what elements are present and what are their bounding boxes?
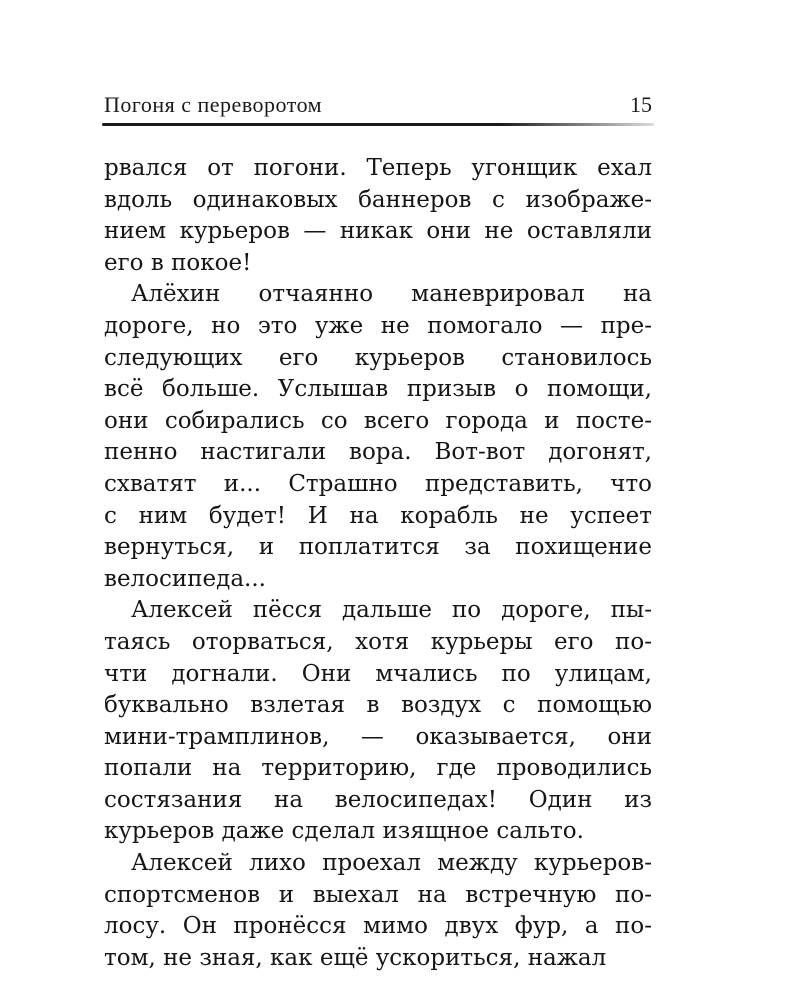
text-line: схватят и... Страшно представить, что [104, 470, 652, 497]
text-line: спортсменов и выехал на встречную по- [104, 881, 652, 908]
text-line: мини-трамплинов, — оказывается, они [104, 723, 652, 750]
text-line: том, не зная, как ещё ускориться, нажал [104, 944, 607, 971]
body-text [104, 153, 652, 974]
text-line: Алексей пёсся дальше по дороге, пы- [131, 597, 652, 624]
text-line: с ним будет! И на корабль не успеет [104, 502, 652, 529]
text-line: чти догнали. Они мчались по улицам, [104, 660, 652, 687]
paragraph [104, 153, 652, 279]
text-line: Алёхин отчаянно маневрировал на [131, 281, 652, 308]
text-line: нием курьеров — никак они не оставляли [104, 218, 652, 245]
text-line: дороге, но это уже не помогало — пре- [104, 312, 652, 339]
paragraph [104, 279, 652, 595]
text-line: состязания на велосипедах! Один из [104, 786, 652, 813]
text-line: велосипеда... [104, 565, 266, 592]
text-line: курьеров даже сделал изящное сальто. [104, 818, 584, 845]
text-line: буквально взлетая в воздух с помощью [104, 692, 652, 719]
text-line: Алексей лихо проехал между курьеров- [131, 850, 652, 877]
paragraph [104, 848, 652, 974]
text-line: рвался от погони. Теперь угонщик ехал [104, 155, 652, 181]
header-rule [102, 123, 654, 126]
running-head [104, 92, 652, 122]
paragraph [104, 595, 652, 848]
text-line: таясь оторваться, хотя курьеры его по- [104, 628, 652, 655]
text-line: попали на территорию, где проводились [104, 755, 652, 782]
text-line: следующих его курьеров становилось [104, 344, 652, 371]
chapter-title: Погоня с переворотом [104, 92, 323, 117]
text-line: всё больше. Услышав призыв о помощи, [104, 376, 652, 403]
text-line: его в покое! [104, 249, 252, 276]
text-line: лосу. Он пронёсся мимо двух фур, а по- [104, 913, 652, 940]
text-line: они собирались со всего города и посте- [104, 407, 652, 434]
text-line: вдоль одинаковых баннеров с изображе- [104, 186, 652, 213]
text-line: пенно настигали вора. Вот-вот догонят, [104, 439, 652, 466]
page-number: 15 [630, 92, 652, 117]
text-line: вернуться, и поплатится за похищение [104, 534, 652, 561]
